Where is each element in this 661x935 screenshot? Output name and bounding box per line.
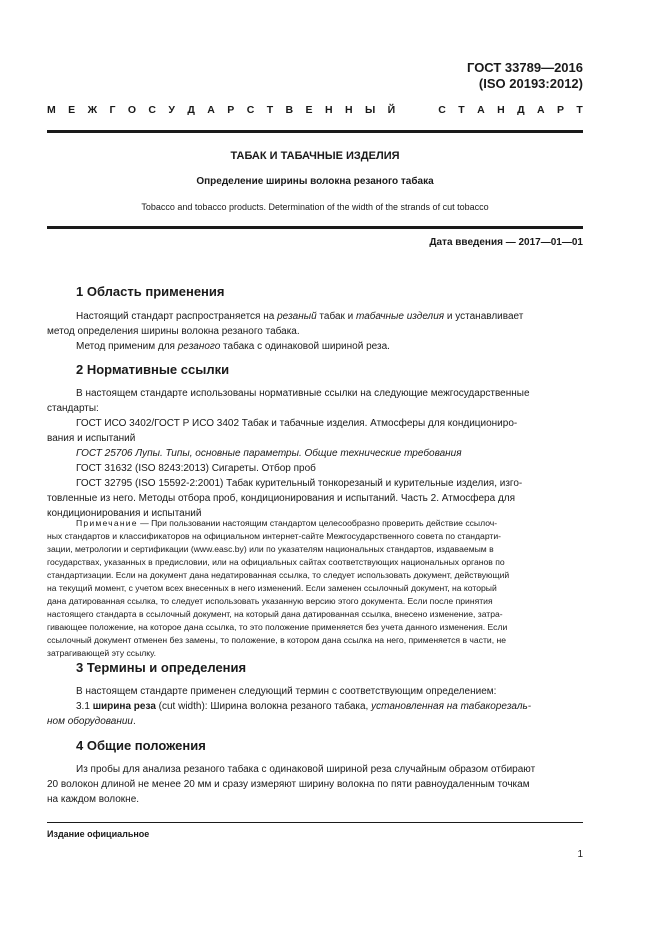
footer-rule bbox=[47, 822, 583, 823]
reference-4-line-1: ГОСТ 32795 (ISO 15592-2:2001) Табак курительный тонкорезаный и курительные изделия, изго- bbox=[76, 478, 523, 489]
note-line: ссылочный документ отменен без замены, то положение, в котором дана ссылка на него, применяется в части, не bbox=[47, 635, 507, 645]
reference-4-line-3: кондиционирования и испытаний bbox=[47, 508, 202, 519]
top-rule bbox=[47, 130, 583, 133]
interstate-letter: В bbox=[285, 104, 294, 116]
term-3-1-line-1: 3.1 ширина реза (cut width): Ширина волокна резаного табака, установленная на табакорезаль- bbox=[76, 701, 532, 712]
section-1-para-2: Метод применим для резаного табака с одинаковой шириной реза. bbox=[76, 341, 390, 352]
section-2-note bbox=[47, 517, 583, 660]
section-2-intro-line-2: стандарты: bbox=[47, 403, 99, 414]
interstate-letter: Й bbox=[387, 104, 396, 116]
note-line: стандартизации. Если на документ дана недатированная ссылка, то следует использовать документ, действующий bbox=[47, 570, 510, 580]
interstate-letter: А bbox=[477, 104, 485, 116]
reference-1-line-2: вания и испытаний bbox=[47, 433, 136, 444]
note-label: Примечание bbox=[76, 518, 138, 528]
interstate-letter bbox=[408, 104, 411, 116]
section-4-line-2: 20 волокон длиной не менее 20 мм и сразу измеряют ширину волокна по пяти равноудаленным точкам bbox=[47, 779, 530, 790]
standard-code-iso: (ISO 20193:2012) bbox=[478, 76, 583, 91]
interstate-letter: Н bbox=[324, 104, 333, 116]
section-4-line-1: Из пробы для анализа резаного табака с одинаковой шириной реза случайным образом отбирают bbox=[76, 764, 536, 775]
section-1-body bbox=[47, 309, 583, 354]
section-2-body bbox=[47, 386, 583, 521]
note-line: затрагивающей эту ссылку. bbox=[47, 648, 156, 658]
section-4-heading: 4 Общие положения bbox=[76, 738, 206, 753]
reference-3: ГОСТ 31632 (ISO 8243:2013) Сигареты. Отбор проб bbox=[76, 463, 316, 474]
interstate-letter: С bbox=[148, 104, 157, 116]
interstate-letter: Т bbox=[576, 104, 583, 116]
document-title: ТАБАК И ТАБАЧНЫЕ ИЗДЕЛИЯ bbox=[230, 150, 400, 162]
interstate-letter: Е bbox=[68, 104, 76, 116]
interstate-letter: Е bbox=[305, 104, 313, 116]
reference-1-line-1: ГОСТ ИСО 3402/ГОСТ Р ИСО 3402 Табак и табачные изделия. Атмосферы для кондициониро- bbox=[76, 418, 518, 429]
interstate-letter: С bbox=[438, 104, 446, 116]
interstate-letter: Д bbox=[187, 104, 195, 116]
title-rule bbox=[47, 226, 583, 229]
interstate-letter: А bbox=[536, 104, 545, 116]
section-1-para-1-line-2: метод определения ширины волокна резаного табака. bbox=[47, 326, 300, 337]
reference-2: ГОСТ 25706 Лупы. Типы, основные параметры. Общие технические требования bbox=[76, 448, 462, 459]
standard-code-gost: ГОСТ 33789—2016 bbox=[467, 60, 583, 75]
section-4-line-3: на каждом волокне. bbox=[47, 794, 140, 805]
note-line: дана датированная ссылка, то следует использовать указанную версию этого документа. Если после принятия bbox=[47, 596, 493, 606]
standard-code bbox=[467, 60, 583, 92]
section-3-heading: 3 Термины и определения bbox=[76, 660, 247, 675]
official-edition-label: Издание официальное bbox=[47, 829, 150, 839]
interstate-letter: Н bbox=[344, 104, 353, 116]
reference-4-line-2: товленные из него. Методы отбора проб, кондиционирования и испытаний. Часть 2. Атмосфера для bbox=[47, 493, 516, 504]
interstate-letter: Т bbox=[458, 104, 465, 116]
interstate-letter: Р bbox=[556, 104, 564, 116]
english-title: Tobacco and tobacco products. Determination of the width of the strands of cut tobacco bbox=[141, 202, 489, 212]
page-number: 1 bbox=[577, 849, 583, 860]
interstate-letter bbox=[423, 104, 426, 116]
note-line: на текущий момент, с учетом всех внесенных в него изменений. Если заменен ссылочный документ, на который bbox=[47, 583, 497, 593]
note-line: государствах, указанных в предисловии, или на официальных сайтах соответствующих национальных органов по bbox=[47, 557, 505, 567]
section-2-intro-line-1: В настоящем стандарте использованы нормативные ссылки на следующие межгосударственные bbox=[76, 388, 530, 399]
section-3-body bbox=[47, 684, 583, 729]
interstate-letter: Г bbox=[109, 104, 116, 116]
section-2-heading: 2 Нормативные ссылки bbox=[76, 362, 230, 377]
interstate-standard-heading bbox=[47, 104, 583, 116]
interstate-letter: М bbox=[47, 104, 56, 116]
note-line: гивающее положение, на которое дана ссылка, то это положение применяется без учета данного изменения. Если bbox=[47, 622, 508, 632]
note-line: ных стандартов и классификаторов на официальном интернет-сайте Межгосударственного совета по стандарти- bbox=[47, 531, 502, 541]
interstate-letter: С bbox=[246, 104, 255, 116]
intro-date: Дата введения — 2017—01—01 bbox=[429, 237, 583, 248]
note-line: зации, метрологии и сертификации (www.easc.by) или по указателям национальных стандартов, издаваемым в bbox=[47, 544, 494, 554]
note-line-1: Примечание — При пользовании настоящим стандартом целесообразно проверить действие ссылоч- bbox=[76, 518, 498, 528]
section-1-heading: 1 Область применения bbox=[76, 284, 225, 299]
term-3-1-line-2: ном оборудовании. bbox=[47, 716, 136, 727]
section-4-body bbox=[47, 762, 583, 807]
section-3-intro: В настоящем стандарте применен следующий термин с соответствующим определением: bbox=[76, 686, 497, 697]
note-line: настоящего стандарта в ссылочный документ, на который дана датированная ссылка, внесено изменение, затра- bbox=[47, 609, 503, 619]
interstate-letter: Д bbox=[517, 104, 525, 116]
interstate-letter: Т bbox=[266, 104, 274, 116]
interstate-letter: А bbox=[207, 104, 215, 116]
interstate-letter: Н bbox=[497, 104, 505, 116]
interstate-letter: Ж bbox=[87, 104, 98, 116]
interstate-letter: У bbox=[168, 104, 175, 116]
section-1-para-1-line-1: Настоящий стандарт распространяется на резаный табак и табачные изделия и устанавливает bbox=[76, 311, 524, 322]
document-subtitle: Определение ширины волокна резаного табака bbox=[196, 176, 434, 187]
interstate-letter: Р bbox=[227, 104, 235, 116]
interstate-letter: Ы bbox=[364, 104, 376, 116]
interstate-letter: О bbox=[127, 104, 137, 116]
